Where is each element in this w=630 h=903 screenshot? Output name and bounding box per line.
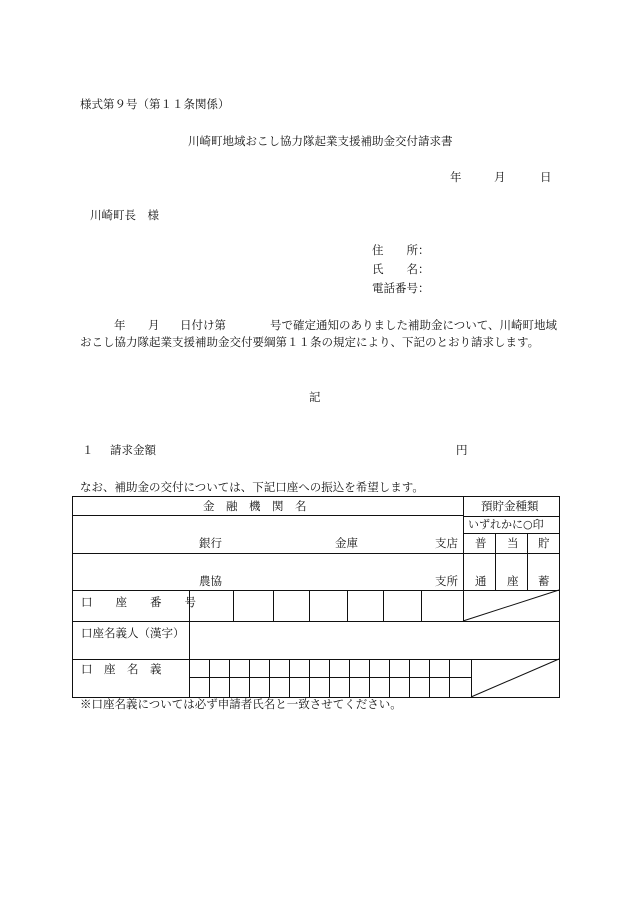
kana-cell-line <box>409 659 410 697</box>
item1-label: 請求金額 <box>110 443 156 457</box>
table-hline <box>463 516 559 517</box>
bank-account-table <box>72 496 560 698</box>
kana-cell-line <box>329 659 330 697</box>
body-line1-rest: 号で確定通知のありました補助金について、川崎町地域 <box>270 318 558 332</box>
transfer-note: なお、補助金の交付については、下記口座への振込を希望します。 <box>80 480 424 494</box>
date-day-label: 日 <box>540 170 552 184</box>
kana-cell-line <box>209 659 210 697</box>
diagonal-slash <box>463 590 559 621</box>
deposit-type-header: 預貯金種類 <box>481 499 539 513</box>
body-year: 年 <box>114 318 126 332</box>
kana-cell-line <box>449 659 450 697</box>
branch-office-label: 支所 <box>435 574 458 588</box>
account-number-label: 口 座 番 号 <box>81 595 196 609</box>
circle-instruction: いずれかに○印 <box>468 518 544 531</box>
account-holder-kanji-label: 口座名義人（漢字） <box>81 626 185 640</box>
chochiku-top: 貯 <box>538 536 550 550</box>
body-line2: おこし協力隊起業支援補助金交付要綱第１１条の規定により、下記のとおり請求します。 <box>80 335 540 349</box>
phone-label: 電話番号： <box>372 281 430 295</box>
digit-cell-line <box>347 590 348 621</box>
diagonal-slash <box>471 659 559 697</box>
date-year-label: 年 <box>450 170 462 184</box>
document-title: 川崎町地域おこし協力隊起業支援補助金交付請求書 <box>188 134 453 148</box>
chochiku-bottom: 蓄 <box>538 574 550 588</box>
kana-cell-line <box>289 659 290 697</box>
table-vline <box>463 497 464 590</box>
branch-label: 支店 <box>435 536 458 550</box>
futsu-top: 普 <box>475 536 487 550</box>
toza-bottom: 座 <box>507 574 519 588</box>
bank-label: 銀行 <box>199 536 222 550</box>
kana-cell-line <box>229 659 230 697</box>
kana-cell-line <box>269 659 270 697</box>
form-number: 様式第９号（第１１条関係） <box>80 97 230 111</box>
kana-cell-line <box>389 659 390 697</box>
body-month: 月 <box>148 318 160 332</box>
digit-cell-line <box>273 590 274 621</box>
toza-top: 当 <box>507 536 519 550</box>
shinkin-label: 金庫 <box>335 536 358 550</box>
item1-number: １ <box>82 443 94 457</box>
kana-cell-line <box>349 659 350 697</box>
kana-cell-line <box>429 659 430 697</box>
footnote: ※口座名義については必ず申請者氏名と一致させてください。 <box>80 697 402 711</box>
table-hline <box>73 621 559 622</box>
financial-institution-header: 金 融 機 関 名 <box>203 499 307 513</box>
table-vline <box>495 533 496 590</box>
account-holder-label: 口 座 名 義 <box>81 662 162 676</box>
digit-cell-line <box>421 590 422 621</box>
name-label: 氏 名： <box>372 262 430 276</box>
item1-unit: 円 <box>456 443 468 457</box>
ki-heading: 記 <box>309 390 321 404</box>
address-label: 住 所： <box>372 243 430 257</box>
kana-cell-line <box>309 659 310 697</box>
addressee: 川崎町長 様 <box>90 208 159 222</box>
digit-cell-line <box>309 590 310 621</box>
table-hline <box>73 553 559 554</box>
table-hline <box>73 515 463 516</box>
nokyo-label: 農協 <box>199 574 222 588</box>
digit-cell-line <box>233 590 234 621</box>
digit-cell-line <box>383 590 384 621</box>
kana-cell-line <box>369 659 370 697</box>
table-hline <box>463 533 559 534</box>
futsu-bottom: 通 <box>475 574 487 588</box>
body-dated: 日付け第 <box>180 318 226 332</box>
table-vline <box>527 533 528 590</box>
kana-cell-line <box>249 659 250 697</box>
date-month-label: 月 <box>494 170 506 184</box>
